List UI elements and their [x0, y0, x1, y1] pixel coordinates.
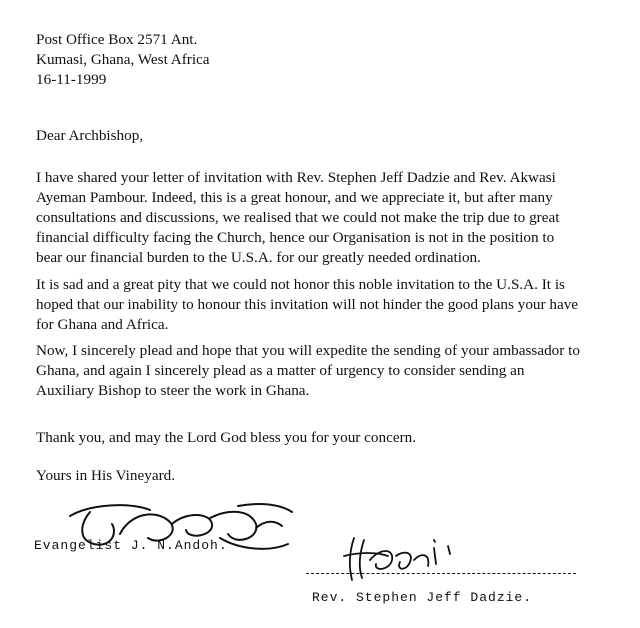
paragraph-line: I have shared your letter of invitation with Rev. Stephen Jeff Dadzie and Rev. Akwasi — [36, 169, 556, 186]
closing: Yours in His Vineyard. — [36, 467, 176, 484]
paragraph-line: Thank you, and may the Lord God bless you for your concern. — [36, 429, 417, 446]
paragraph-3 — [36, 341, 636, 401]
paragraph-line: bear our financial burden to the U.S.A. for our greatly needed ordination. — [36, 249, 481, 266]
paragraph-2 — [36, 275, 636, 335]
paragraph-line: Ghana, and again I sincerely plead as a matter of urgency to consider sending an — [36, 362, 525, 379]
paragraph-line: financial difficulty facing the Church, hence our Organisation is not in the position to — [36, 229, 555, 246]
paragraph-1 — [36, 168, 636, 268]
signatory-dadzie: Rev. Stephen Jeff Dadzie. — [312, 590, 533, 605]
paragraph-line: It is sad and a great pity that we could not honor this noble invitation to the U.S.A. It is — [36, 276, 565, 293]
signature-line — [306, 573, 576, 574]
paragraph-4 — [36, 428, 636, 448]
address-line-1: Post Office Box 2571 Ant. — [36, 31, 198, 48]
paragraph-line: consultations and discussions, we realised that we could not make the trip due to great — [36, 209, 560, 226]
paragraph-line: Now, I sincerely plead and hope that you will expedite the sending of your ambassador to — [36, 342, 580, 359]
address-line-2: Kumasi, Ghana, West Africa — [36, 51, 210, 68]
paragraph-line: for Ghana and Africa. — [36, 316, 169, 333]
paragraph-line: Ayeman Pambour. Indeed, this is a great honour, and we appreciate it, but after many — [36, 189, 553, 206]
salutation: Dear Archbishop, — [36, 127, 144, 144]
signature-dadzie-icon — [330, 530, 470, 586]
paragraph-line: hoped that our inability to honour this invitation will not hinder the good plans your have — [36, 296, 579, 313]
letter-date: 16-11-1999 — [36, 71, 107, 88]
signatory-andoh: Evangelist J. N.Andoh. — [34, 538, 228, 553]
paragraph-line: Auxiliary Bishop to steer the work in Ghana. — [36, 382, 310, 399]
signature-andoh-icon — [60, 494, 300, 564]
